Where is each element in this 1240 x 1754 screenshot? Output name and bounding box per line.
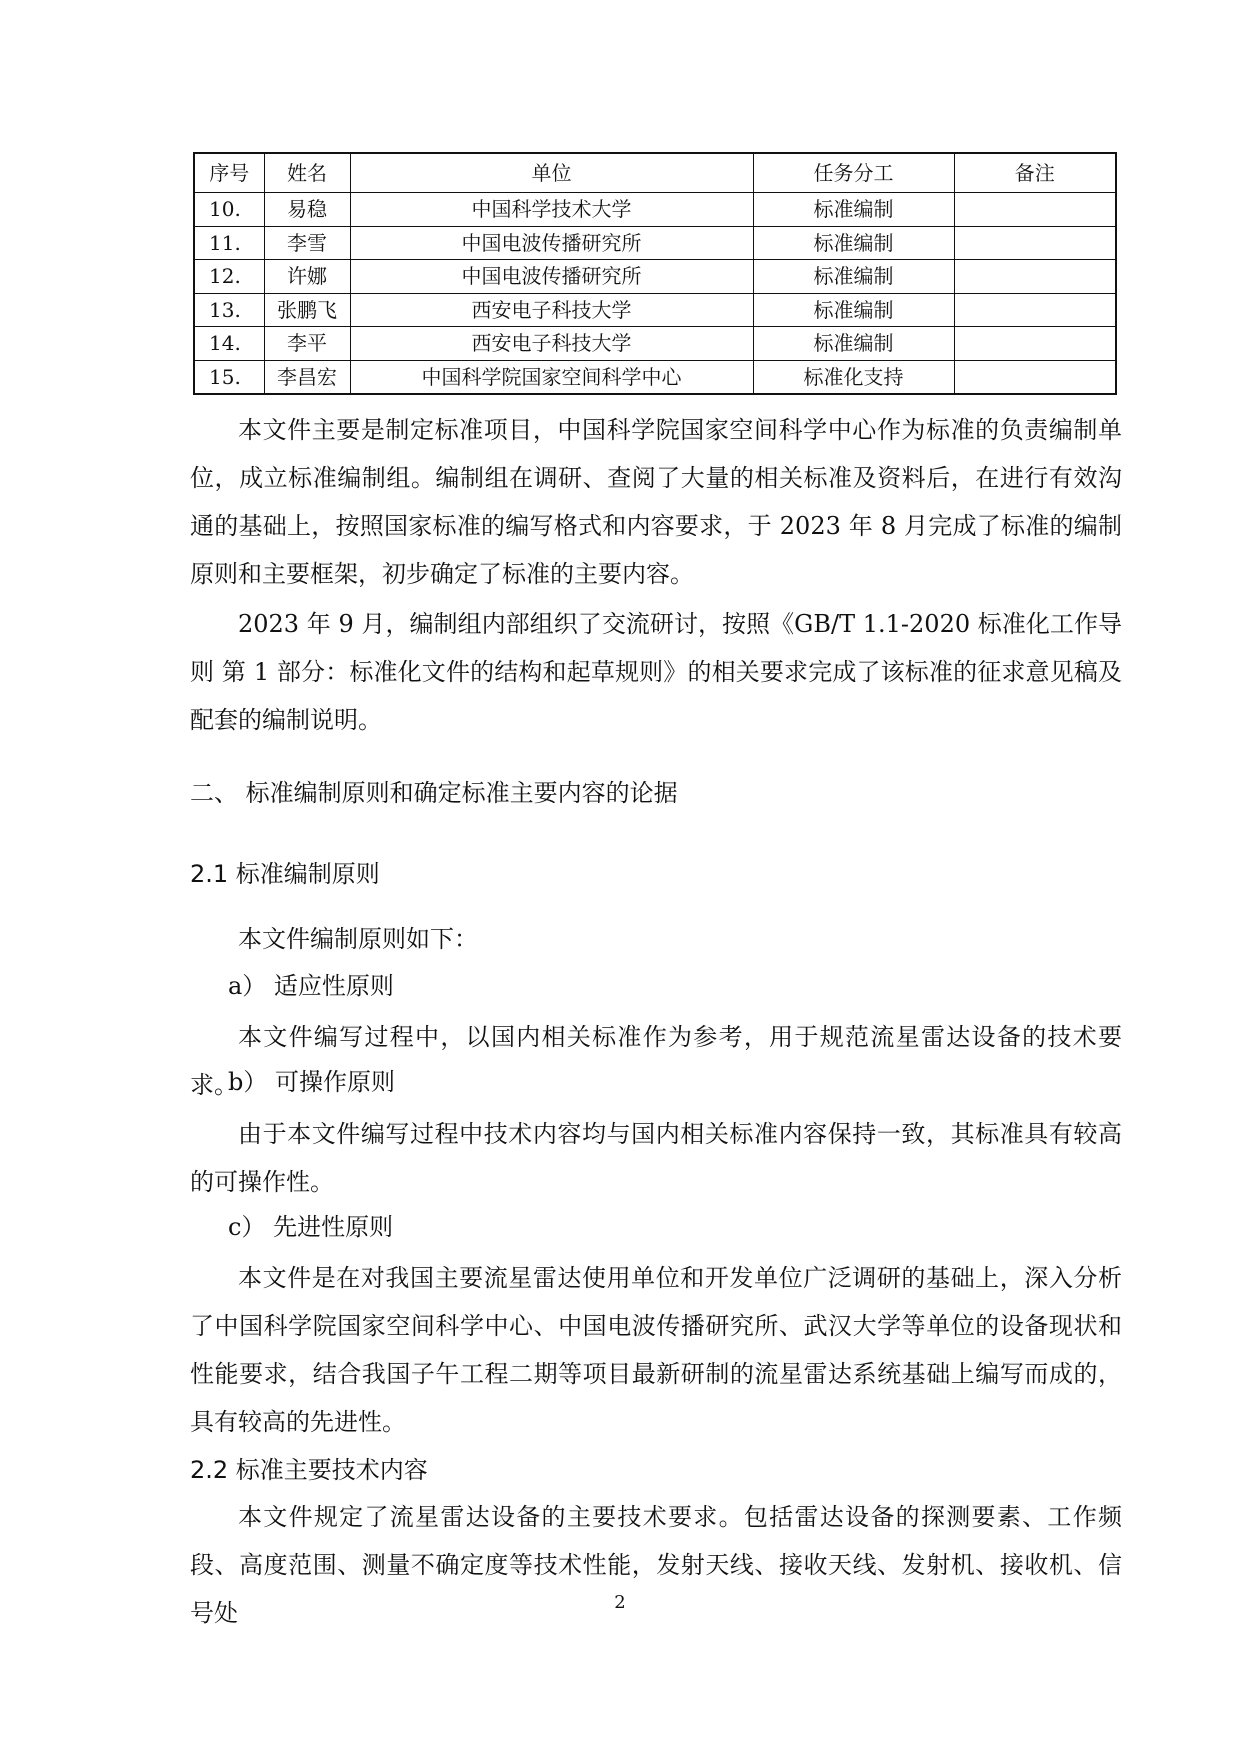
header-seq: 序号 xyxy=(194,153,264,193)
member-table xyxy=(193,152,1117,395)
table-row xyxy=(194,360,1116,394)
table-row xyxy=(194,193,1116,227)
table-header-row xyxy=(194,153,1116,193)
cell-remark xyxy=(954,193,1116,227)
cell-unit: 西安电子科技大学 xyxy=(350,293,753,327)
paragraph-drafting-process: 本文件主要是制定标准项目，中国科学院国家空间科学中心作为标准的负责编制单位，成立标准编制组。编制组在调研、查阅了大量的相关标准及资料后，在进行有效沟通的基础上，按照国家标准的编写格式和内容要求，于 2023 年 8 月完成了标准的编制原则和主要框架，初步确定了标准的主要内容。 xyxy=(190,416,1122,588)
table-row xyxy=(194,327,1116,361)
cell-task: 标准编制 xyxy=(753,260,954,294)
cell-remark xyxy=(954,226,1116,260)
header-remark: 备注 xyxy=(954,153,1116,193)
cell-task: 标准编制 xyxy=(753,293,954,327)
page-number: 2 xyxy=(614,1592,626,1613)
cell-seq: 14. xyxy=(194,327,264,361)
cell-remark xyxy=(954,360,1116,394)
cell-task: 标准编制 xyxy=(753,226,954,260)
paragraph-advancement: 本文件是在对我国主要流星雷达使用单位和开发单位广泛调研的基础上，深入分析了中国科学院国家空间科学中心、中国电波传播研究所、武汉大学等单位的设备现状和性能要求，结合我国子午工程二期等项目最新研制的流星雷达系统基础上编写而成的，具有较高的先进性。 xyxy=(190,1264,1122,1436)
header-unit: 单位 xyxy=(350,153,753,193)
cell-unit: 中国电波传播研究所 xyxy=(350,226,753,260)
cell-name: 李雪 xyxy=(264,226,350,260)
cell-seq: 11. xyxy=(194,226,264,260)
cell-seq: 10. xyxy=(194,193,264,227)
cell-unit: 西安电子科技大学 xyxy=(350,327,753,361)
table-row xyxy=(194,260,1116,294)
paragraph-operability: 由于本文件编写过程中技术内容均与国内相关标准内容保持一致，其标准具有较高的可操作性。 xyxy=(190,1120,1122,1196)
header-name: 姓名 xyxy=(264,153,350,193)
list-item-label: b） 可操作原则 xyxy=(228,1068,395,1096)
cell-unit: 中国科学院国家空间科学中心 xyxy=(350,360,753,394)
cell-seq: 13. xyxy=(194,293,264,327)
cell-task: 标准化支持 xyxy=(753,360,954,394)
cell-name: 李平 xyxy=(264,327,350,361)
table-row xyxy=(194,226,1116,260)
table-row xyxy=(194,293,1116,327)
cell-seq: 12. xyxy=(194,260,264,294)
paragraph-adaptability: 本文件编写过程中，以国内相关标准作为参考，用于规范流星雷达设备的技术要求。 xyxy=(190,1023,1122,1099)
paragraph-technical-content: 本文件规定了流星雷达设备的主要技术要求。包括雷达设备的探测要素、工作频段、高度范围、测量不确定度等技术性能，发射天线、接收天线、发射机、接收机、信号处 xyxy=(190,1503,1122,1627)
paragraph-draft-completion: 2023 年 9 月，编制组内部组织了交流研讨，按照《GB/T 1.1-2020 标准化工作导则 第 1 部分：标准化文件的结构和起草规则》的相关要求完成了该标准的征求意见稿及配套的编制说明。 xyxy=(190,610,1122,734)
cell-task: 标准编制 xyxy=(753,327,954,361)
subsection-heading: 2.2 标准主要技术内容 xyxy=(190,1456,428,1484)
section-heading: 二、 标准编制原则和确定标准主要内容的论据 xyxy=(190,779,678,807)
cell-unit: 中国电波传播研究所 xyxy=(350,260,753,294)
header-task: 任务分工 xyxy=(753,153,954,193)
cell-name: 张鹏飞 xyxy=(264,293,350,327)
cell-name: 李昌宏 xyxy=(264,360,350,394)
cell-name: 易稳 xyxy=(264,193,350,227)
list-item-label: c） 先进性原则 xyxy=(228,1213,394,1241)
cell-remark xyxy=(954,293,1116,327)
cell-unit: 中国科学技术大学 xyxy=(350,193,753,227)
cell-task: 标准编制 xyxy=(753,193,954,227)
list-item-label: a） 适应性原则 xyxy=(228,972,394,1000)
cell-remark xyxy=(954,327,1116,361)
cell-remark xyxy=(954,260,1116,294)
cell-seq: 15. xyxy=(194,360,264,394)
subsection-heading: 2.1 标准编制原则 xyxy=(190,860,380,888)
paragraph-principles-intro: 本文件编制原则如下： xyxy=(238,925,478,953)
cell-name: 许娜 xyxy=(264,260,350,294)
